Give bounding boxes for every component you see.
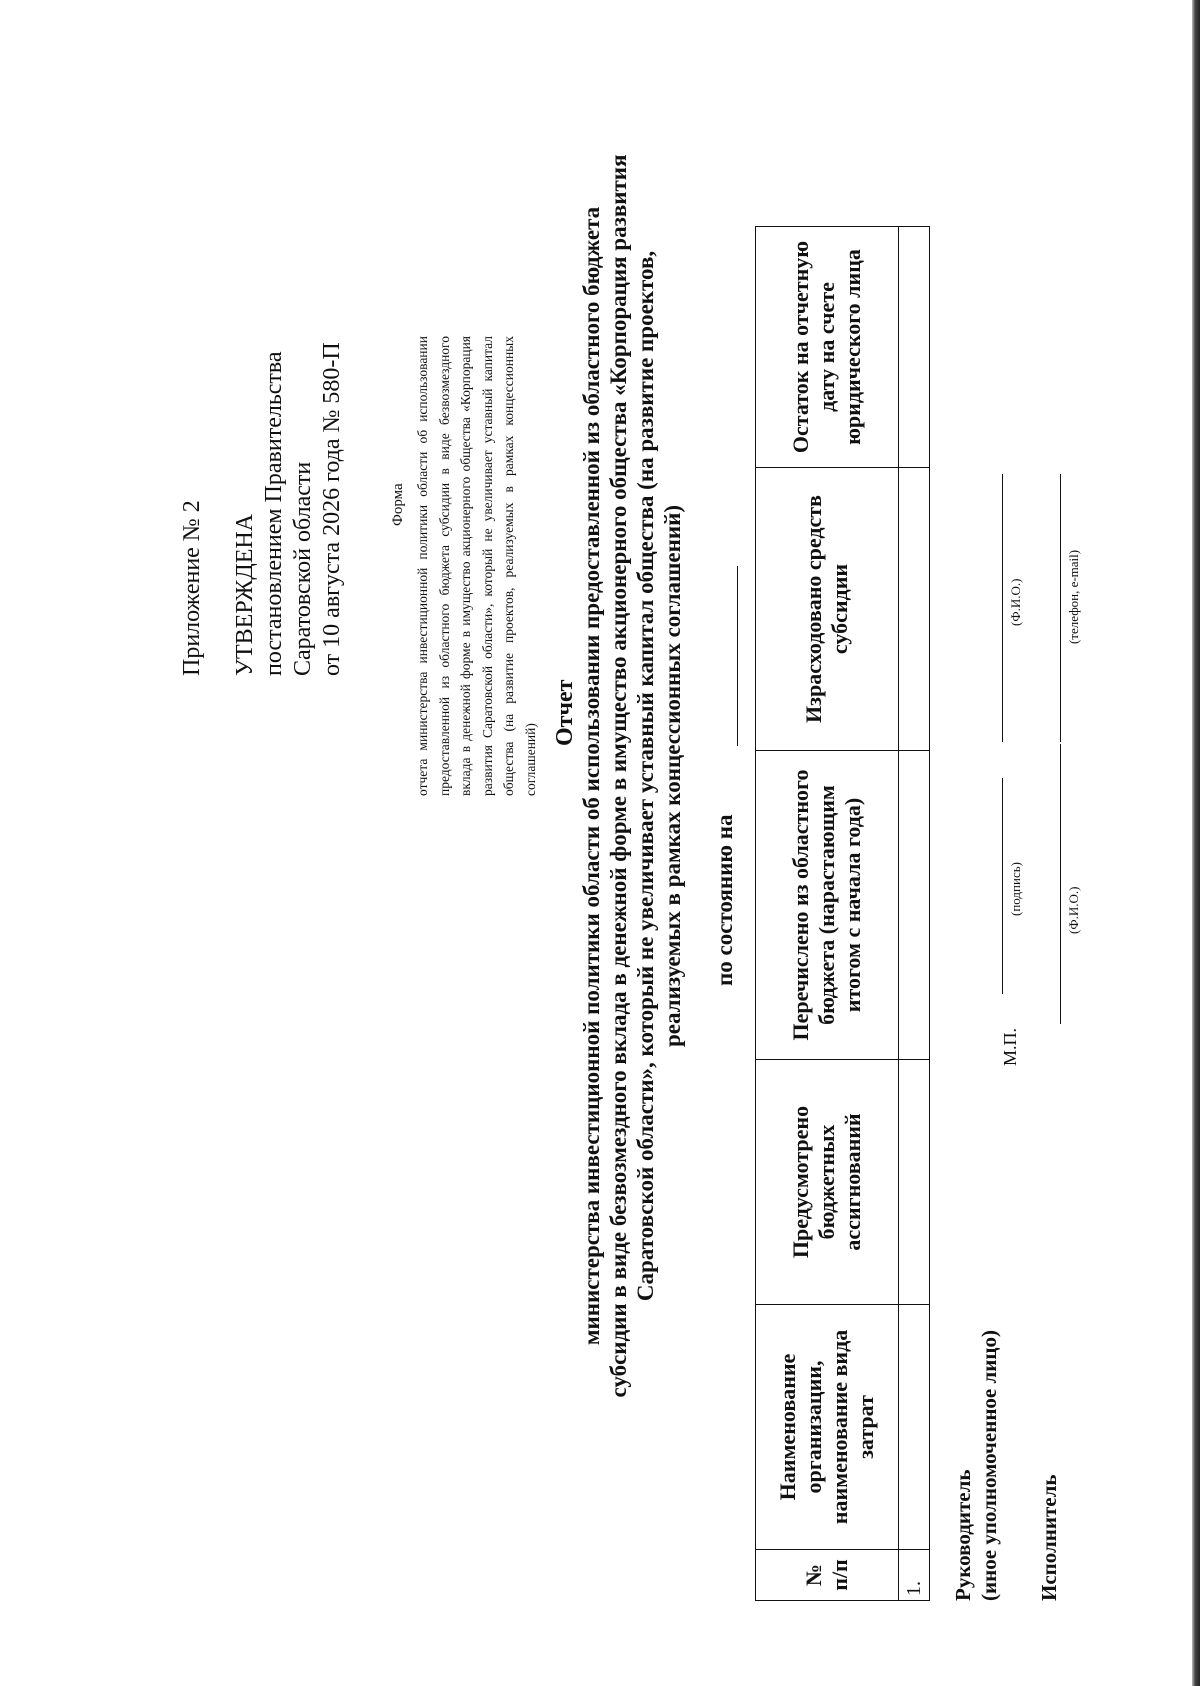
executor-name-line: [1060, 744, 1061, 1024]
report-title-line-4: реализуемых в рамках концессионных соглашений): [660, 504, 685, 1048]
header-allocated: Предусмотрено бюджетных ассигнований: [756, 1060, 899, 1305]
table-cell: [899, 1305, 930, 1550]
approval-line-2: Саратовской области: [290, 461, 316, 676]
table-cell: [899, 227, 930, 468]
report-table: [755, 226, 930, 1601]
report-title: [578, 0, 686, 1556]
report-heading: Отчет: [552, 679, 578, 746]
header-number: № п/п: [756, 1550, 899, 1601]
approval-line-1: постановлением Правительства: [261, 351, 287, 676]
table-header-row: [756, 227, 899, 1601]
head-signature-label: [950, 1330, 1002, 1601]
appendix-number: Приложение № 2: [179, 500, 205, 676]
report-title-line-3: Саратовской области», который не увеличивает уставный капитал общества (на развитие проектов,: [633, 250, 658, 1302]
header-organization: Наименование организации, наименование вида затрат: [756, 1305, 899, 1550]
table-cell: [899, 1060, 930, 1305]
as-of-blank-line: [737, 566, 738, 746]
executor-name-caption: (Ф.И.О.): [1066, 886, 1081, 934]
table-cell: [899, 468, 930, 751]
report-title-line-2: субсидии в виде безвозмездного вклада в денежной форме в имущество акционерного общества «Корпорация развития: [606, 154, 631, 1398]
form-label: Форма: [390, 483, 406, 526]
head-label: Руководитель: [951, 1469, 975, 1601]
signature-caption: (подпись): [1008, 862, 1023, 916]
as-of-date: [712, 814, 738, 986]
table-row: [899, 227, 930, 1601]
header-spent: Израсходовано средств субсидии: [756, 468, 899, 751]
approval-block: [178, 342, 347, 676]
form-description: отчета министерства инвестиционной политики области об использовании предоставленной из областного бюджета субсидии в виде безвозмездного вклада в денежной форме в имущество акционерного общества «Корпорация развития Саратовской области», который не увеличивает уставный капитал общества (на развитие проектов, реализуемых в рамках концессионных соглашений): [415, 336, 538, 796]
name-line: [1002, 474, 1003, 742]
approval-line-3: от 10 августа 2026 года № 580-П: [319, 342, 345, 676]
approved-label: УТВЕРЖДЕНА: [232, 513, 258, 676]
signature-line: [1002, 778, 1003, 994]
table-cell: 1.: [899, 1550, 930, 1601]
as-of-label: по состоянию на: [712, 814, 737, 986]
header-balance: Остаток на отчетную дату на счете юридического лица: [756, 227, 899, 468]
name-caption: (Ф.И.О.): [1008, 578, 1023, 626]
report-title-line-1: министерства инвестиционной политики области об использовании предоставленной из областного бюджета: [579, 206, 604, 1346]
contact-caption: (телефон, e-mail): [1066, 549, 1081, 644]
head-label-alt: (иное уполномоченное лицо): [977, 1330, 1001, 1601]
executor-label: Исполнитель: [1037, 1474, 1061, 1601]
contact-line: [1060, 474, 1061, 742]
table-cell: [899, 751, 930, 1060]
header-transferred: Перечислено из областного бюджета (нарастающим итогом с начала года): [756, 751, 899, 1060]
stamp-placeholder: М.П.: [1000, 1027, 1020, 1066]
